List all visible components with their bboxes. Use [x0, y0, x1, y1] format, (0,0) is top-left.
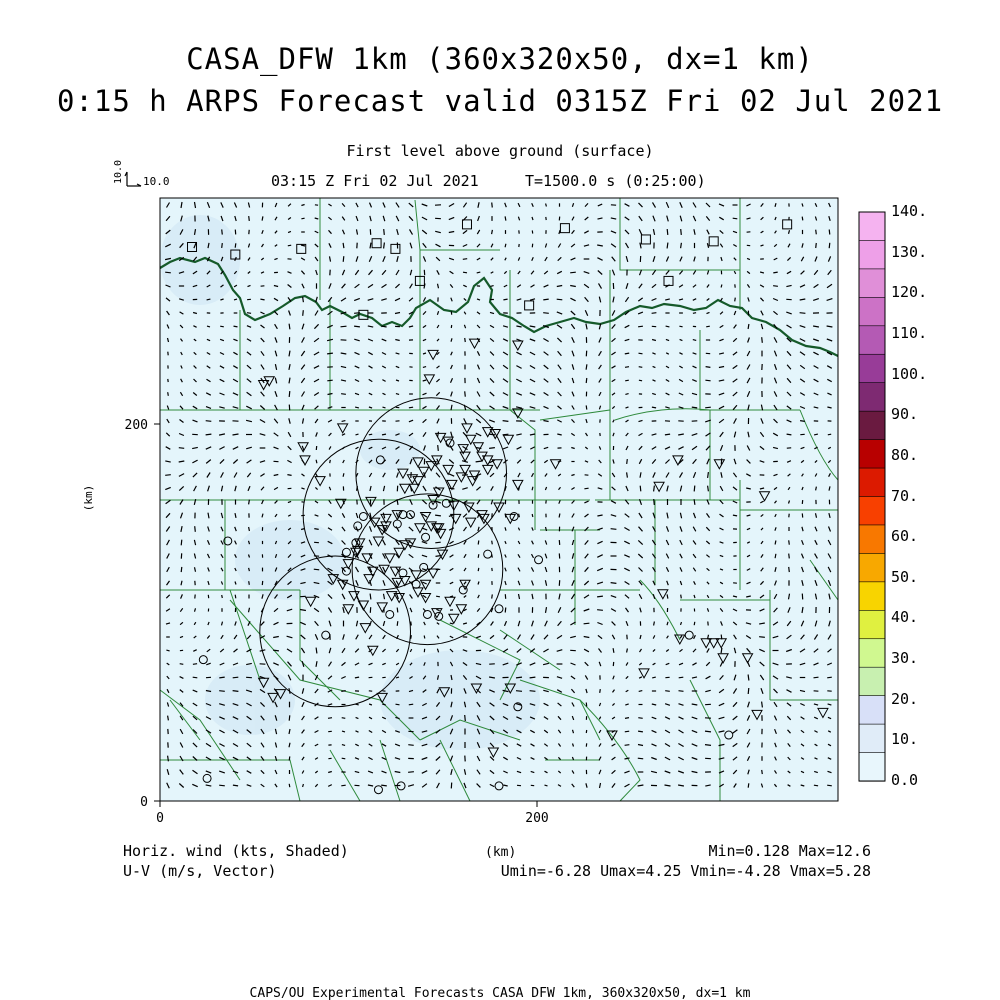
wind-vector	[222, 229, 223, 234]
wind-vector	[179, 448, 184, 449]
colorbar-label: 30.	[891, 649, 919, 668]
y-tick-200: 200	[124, 418, 148, 433]
wind-vector	[759, 637, 765, 638]
wind-vector	[249, 216, 250, 221]
wind-vector	[438, 445, 439, 451]
wind-vector	[342, 758, 346, 759]
wind-vector	[748, 688, 749, 694]
wind-vector	[654, 622, 655, 626]
wind-vector	[638, 718, 642, 719]
wind-vector	[706, 367, 711, 368]
wind-vector	[584, 623, 590, 624]
wind-vector	[219, 677, 224, 678]
wind-vector	[586, 364, 587, 369]
wind-vector	[611, 583, 617, 584]
wind-vector	[597, 610, 603, 611]
x-tick-0: 0	[156, 811, 164, 826]
colorbar-label: 140.	[891, 202, 928, 220]
colorbar-label: 100.	[891, 364, 928, 383]
wind-vector	[666, 326, 670, 327]
wind-vector	[235, 243, 236, 247]
wind-vector	[762, 337, 763, 343]
valid-time: 03:15 Z Fri 02 Jul 2021	[271, 172, 479, 190]
wind-vector	[289, 756, 290, 760]
wind-vector	[814, 785, 818, 786]
colorbar-segment	[859, 440, 885, 469]
wind-vector	[289, 391, 290, 397]
wind-vector	[611, 529, 617, 530]
wind-vector	[355, 407, 359, 408]
wind-vector	[408, 772, 414, 773]
wind-vector	[343, 256, 344, 262]
wind-vector	[206, 434, 212, 435]
wind-vector	[489, 448, 495, 449]
colorbar-segment	[859, 724, 885, 753]
colorbar-segment	[859, 582, 885, 611]
wind-vector	[519, 514, 520, 517]
wind-vector	[748, 675, 749, 681]
wind-vector	[478, 568, 479, 571]
wind-vector	[341, 394, 346, 395]
wind-vector	[816, 243, 817, 248]
wind-vector	[693, 340, 696, 341]
wind-vector	[301, 218, 304, 219]
colorbar-segment	[859, 553, 885, 582]
wind-vector	[705, 745, 711, 746]
wind-vector	[463, 259, 467, 260]
colorbar	[859, 212, 885, 781]
wind-vector	[207, 326, 210, 327]
wind-vector	[800, 421, 805, 422]
wind-vector	[181, 540, 182, 546]
colorbar-label: 80.	[891, 445, 919, 464]
uv-range-readout: Umin=-6.28 Umax=4.25 Vmin=-4.28 Vmax=5.28	[500, 862, 871, 880]
wind-vector	[503, 299, 507, 300]
x-tick-200: 200	[525, 811, 549, 826]
level-label: First level above ground (surface)	[346, 142, 654, 160]
wind-vector	[330, 460, 331, 463]
wind-vector	[222, 595, 223, 598]
wind-vector	[789, 554, 790, 559]
wind-vector	[476, 461, 482, 462]
y-axis-label: (km)	[82, 484, 95, 512]
wind-vector	[343, 473, 344, 477]
wind-vector	[181, 567, 182, 572]
wind-vector	[490, 286, 493, 287]
wind-vector	[654, 499, 655, 505]
wind-vector	[328, 718, 332, 719]
wind-vector	[681, 243, 682, 248]
ref-vector-label-horizontal: 10.0	[143, 175, 170, 188]
wind-vector	[800, 313, 806, 314]
wind-vector	[408, 745, 413, 746]
wind-vector	[222, 243, 223, 248]
wind-vector	[733, 515, 737, 516]
wind-vector	[694, 499, 695, 505]
wind-vector	[667, 243, 668, 249]
wind-vector	[627, 649, 628, 653]
wind-vector	[545, 785, 548, 786]
colorbar-segment	[859, 753, 885, 782]
wind-vector	[652, 313, 657, 314]
wind-vector	[384, 229, 385, 235]
wind-vector	[773, 286, 778, 287]
wind-vector	[409, 407, 413, 408]
colorbar-segment	[859, 269, 885, 298]
wind-vector	[465, 338, 466, 342]
wind-vector	[706, 326, 710, 327]
wind-vector	[639, 380, 642, 381]
wind-vector	[180, 664, 184, 665]
wind-vector	[273, 650, 279, 651]
wind-vector	[775, 541, 776, 545]
wind-vector	[775, 554, 776, 558]
wind-vector	[234, 299, 237, 300]
wind-vector	[193, 664, 197, 665]
wind-vector	[827, 677, 832, 678]
wind-vector	[667, 594, 668, 598]
plot-area	[160, 198, 838, 801]
wind-vector	[600, 689, 601, 693]
wind-vector	[219, 691, 225, 692]
colorbar-label: 10.	[891, 730, 919, 749]
wind-vector	[584, 488, 588, 489]
wind-vector	[516, 677, 522, 678]
wind-vector	[492, 594, 493, 598]
wind-vector	[789, 567, 790, 572]
wind-vector	[586, 405, 587, 409]
wind-vector	[465, 391, 466, 396]
wind-vector	[450, 623, 453, 624]
wind-vector	[303, 784, 304, 787]
wind-vector	[625, 353, 629, 354]
wind-vector	[233, 785, 238, 786]
colorbar-segment	[859, 326, 885, 355]
wind-vector	[705, 380, 710, 381]
wind-vector	[233, 677, 239, 678]
wind-vector	[681, 595, 682, 599]
credit-line: CAPS/OU Experimental Forecasts CASA DFW 1km, 360x320x50, dx=1 km	[249, 986, 751, 1000]
wind-vector	[505, 216, 506, 220]
colorbar-label: 70.	[891, 486, 919, 505]
wind-vector	[516, 691, 522, 692]
wind-vector	[543, 299, 548, 300]
wind-vector	[165, 475, 171, 476]
colorbar-segment	[859, 212, 885, 241]
wind-vector	[639, 367, 643, 368]
elapsed-time: T=1500.0 s (0:25:00)	[525, 172, 706, 190]
colorbar-label: 20.	[891, 689, 919, 708]
wind-vector	[748, 783, 749, 787]
wind-vector	[625, 718, 629, 719]
wind-vector	[314, 569, 319, 570]
wind-vector	[721, 285, 722, 288]
wind-vector	[424, 636, 425, 639]
wind-vector	[435, 542, 440, 543]
colorbar-segment	[859, 354, 885, 383]
colorbar-label: 60.	[891, 527, 919, 546]
wind-vector	[341, 785, 345, 786]
wind-vector	[505, 608, 506, 613]
wind-vector	[625, 367, 629, 368]
wind-vector	[370, 594, 371, 600]
colorbar-segment	[859, 525, 885, 554]
wind-vector	[207, 299, 211, 300]
wind-vector	[638, 731, 643, 732]
wind-vector	[816, 230, 817, 235]
colorbar-segment	[859, 639, 885, 668]
wind-vector	[397, 621, 398, 626]
wind-vector	[260, 299, 264, 300]
wind-vector	[613, 648, 614, 653]
wind-vector	[396, 394, 399, 395]
wind-vector	[625, 394, 628, 395]
minmax-readout: Min=0.128 Max=12.6	[708, 842, 871, 860]
colorbar-segment	[859, 696, 885, 725]
wind-vector	[463, 272, 467, 273]
wind-vector	[247, 313, 251, 314]
colorbar-segment	[859, 383, 885, 412]
wind-vector	[233, 691, 239, 692]
wind-vector	[530, 677, 536, 678]
x-axis-label: (km)	[485, 845, 517, 860]
wind-vector	[638, 758, 643, 759]
wind-vector	[343, 243, 344, 248]
wind-vector	[341, 326, 347, 327]
wind-vector	[249, 500, 250, 505]
wind-vector	[289, 784, 290, 787]
colorbar-label: 90.	[891, 405, 919, 424]
wind-vector	[249, 568, 250, 571]
wind-vector	[381, 785, 387, 786]
wind-vector	[762, 702, 763, 708]
wind-vector	[625, 380, 629, 381]
wind-vector	[369, 434, 372, 435]
colorbar-segment	[859, 240, 885, 269]
wind-vector	[681, 229, 682, 235]
wind-vector	[814, 434, 818, 435]
wind-vector	[249, 527, 250, 531]
wind-vector	[314, 529, 318, 530]
wind-vector	[423, 367, 426, 368]
wind-vector	[639, 353, 643, 354]
wind-vector	[288, 245, 291, 246]
wind-vector	[627, 459, 628, 464]
wind-vector	[708, 486, 709, 492]
wind-vector	[465, 715, 466, 721]
wind-vector	[828, 434, 831, 435]
wind-vector	[168, 716, 169, 721]
wind-vector	[168, 756, 169, 762]
colorbar-segment	[859, 411, 885, 440]
wind-vector	[705, 407, 711, 408]
wind-vector	[382, 434, 386, 435]
wind-vector	[829, 243, 830, 248]
wind-vector	[705, 731, 711, 732]
wind-vector	[249, 581, 250, 585]
wind-vector	[235, 595, 236, 599]
colorbar-label: 40.	[891, 608, 919, 627]
wind-vector	[342, 718, 346, 719]
wind-vector	[827, 785, 832, 786]
wind-vector	[543, 313, 549, 314]
wind-vector	[396, 704, 400, 705]
y-tick-0: 0	[140, 795, 148, 810]
wind-vector	[735, 298, 736, 302]
wind-vector	[384, 243, 385, 249]
wind-vector	[625, 731, 629, 732]
wind-vector	[505, 244, 506, 247]
wind-vector	[219, 785, 225, 786]
wind-vector	[492, 203, 493, 208]
vector-name: U-V (m/s, Vector)	[123, 862, 277, 880]
wind-vector	[570, 272, 576, 273]
colorbar-label: 0.0	[891, 771, 919, 789]
wind-vector	[640, 486, 641, 492]
colorbar-label: 120.	[891, 283, 928, 302]
wind-vector	[627, 472, 628, 477]
colorbar-label: 50.	[891, 567, 919, 586]
wind-vector	[748, 324, 749, 329]
wind-vector	[316, 460, 317, 464]
wind-vector	[665, 434, 670, 435]
wind-vector	[316, 648, 317, 654]
wind-vector	[478, 541, 479, 545]
wind-vector	[165, 272, 171, 273]
wind-vector	[586, 378, 587, 383]
wind-vector	[625, 745, 630, 746]
wind-vector	[206, 421, 212, 422]
wind-vector	[436, 556, 441, 557]
wind-vector	[814, 677, 819, 678]
wind-vector	[477, 272, 481, 273]
wind-vector	[559, 514, 560, 518]
wind-vector	[652, 407, 656, 408]
wind-vector	[195, 526, 196, 532]
colorbar-label: 130.	[891, 242, 928, 261]
field-name: Horiz. wind (kts, Shaded)	[123, 842, 349, 860]
wind-vector	[557, 299, 563, 300]
wind-vector	[234, 326, 238, 327]
wind-vector	[773, 272, 777, 273]
wind-vector	[639, 691, 643, 692]
wind-vector	[816, 487, 817, 491]
wind-vector	[638, 326, 643, 327]
wind-vector	[289, 324, 290, 330]
wind-vector	[327, 380, 332, 381]
wind-vector	[356, 434, 359, 435]
wind-vector	[409, 704, 413, 705]
wind-vector	[436, 596, 440, 597]
wind-vector	[342, 421, 346, 422]
wind-vector	[503, 421, 509, 422]
wind-vector	[166, 650, 169, 651]
colorbar-segment	[859, 497, 885, 526]
reference-vector	[125, 172, 141, 186]
wind-vector	[694, 622, 695, 625]
title-line1: CASA_DFW 1km (360x320x50, dx=1 km)	[186, 42, 814, 76]
wind-vector	[383, 407, 386, 408]
colorbar-label: 110.	[891, 323, 928, 342]
wind-vector	[303, 310, 304, 316]
wind-vector	[708, 472, 709, 478]
colorbar-segment	[859, 468, 885, 497]
wind-vector	[355, 677, 359, 678]
wind-vector	[289, 715, 290, 720]
colorbar-segment	[859, 610, 885, 639]
wind-vector	[327, 353, 333, 354]
wind-vector	[546, 204, 547, 207]
wind-vector	[692, 407, 697, 408]
wind-vector	[679, 326, 682, 327]
wind-vector	[762, 770, 763, 774]
wind-vector	[492, 230, 493, 234]
wind-vector	[693, 313, 696, 314]
wind-vector	[532, 487, 533, 491]
ref-vector-label-vertical: 10.0	[113, 159, 124, 184]
wind-vector	[435, 515, 441, 516]
wind-vector	[802, 217, 803, 221]
wind-vector	[789, 540, 790, 544]
wind-vector	[478, 554, 479, 558]
title-line2: 0:15 h ARPS Forecast valid 0315Z Fri 02 Jul 2021	[56, 84, 944, 118]
wind-vector	[220, 326, 224, 327]
wind-vector	[597, 596, 603, 597]
wind-vector	[829, 230, 830, 235]
colorbar-segment	[859, 667, 885, 696]
wind-vector	[168, 392, 169, 396]
wind-vector	[411, 622, 412, 626]
wind-vector	[654, 486, 655, 492]
wind-vector	[694, 486, 695, 492]
wind-vector	[733, 218, 738, 219]
wind-vector	[396, 677, 399, 678]
wind-vector	[341, 691, 345, 692]
wind-vector	[397, 608, 398, 613]
wind-vector	[530, 691, 536, 692]
wind-vector	[679, 677, 684, 678]
wind-vector	[492, 541, 493, 545]
wind-vector	[354, 326, 360, 327]
wind-vector	[667, 229, 668, 235]
wind-vector	[679, 691, 684, 692]
wind-vector	[532, 514, 533, 517]
wind-vector	[262, 216, 263, 220]
wind-vector	[489, 434, 495, 435]
wind-vector	[342, 731, 345, 732]
wind-vector	[342, 745, 345, 746]
wind-vector	[652, 677, 656, 678]
wind-vector	[787, 434, 792, 435]
wind-vector	[303, 297, 304, 302]
wind-vector	[665, 691, 670, 692]
wind-vector	[193, 677, 198, 678]
wind-vector	[287, 475, 291, 476]
colorbar-segment	[859, 297, 885, 326]
